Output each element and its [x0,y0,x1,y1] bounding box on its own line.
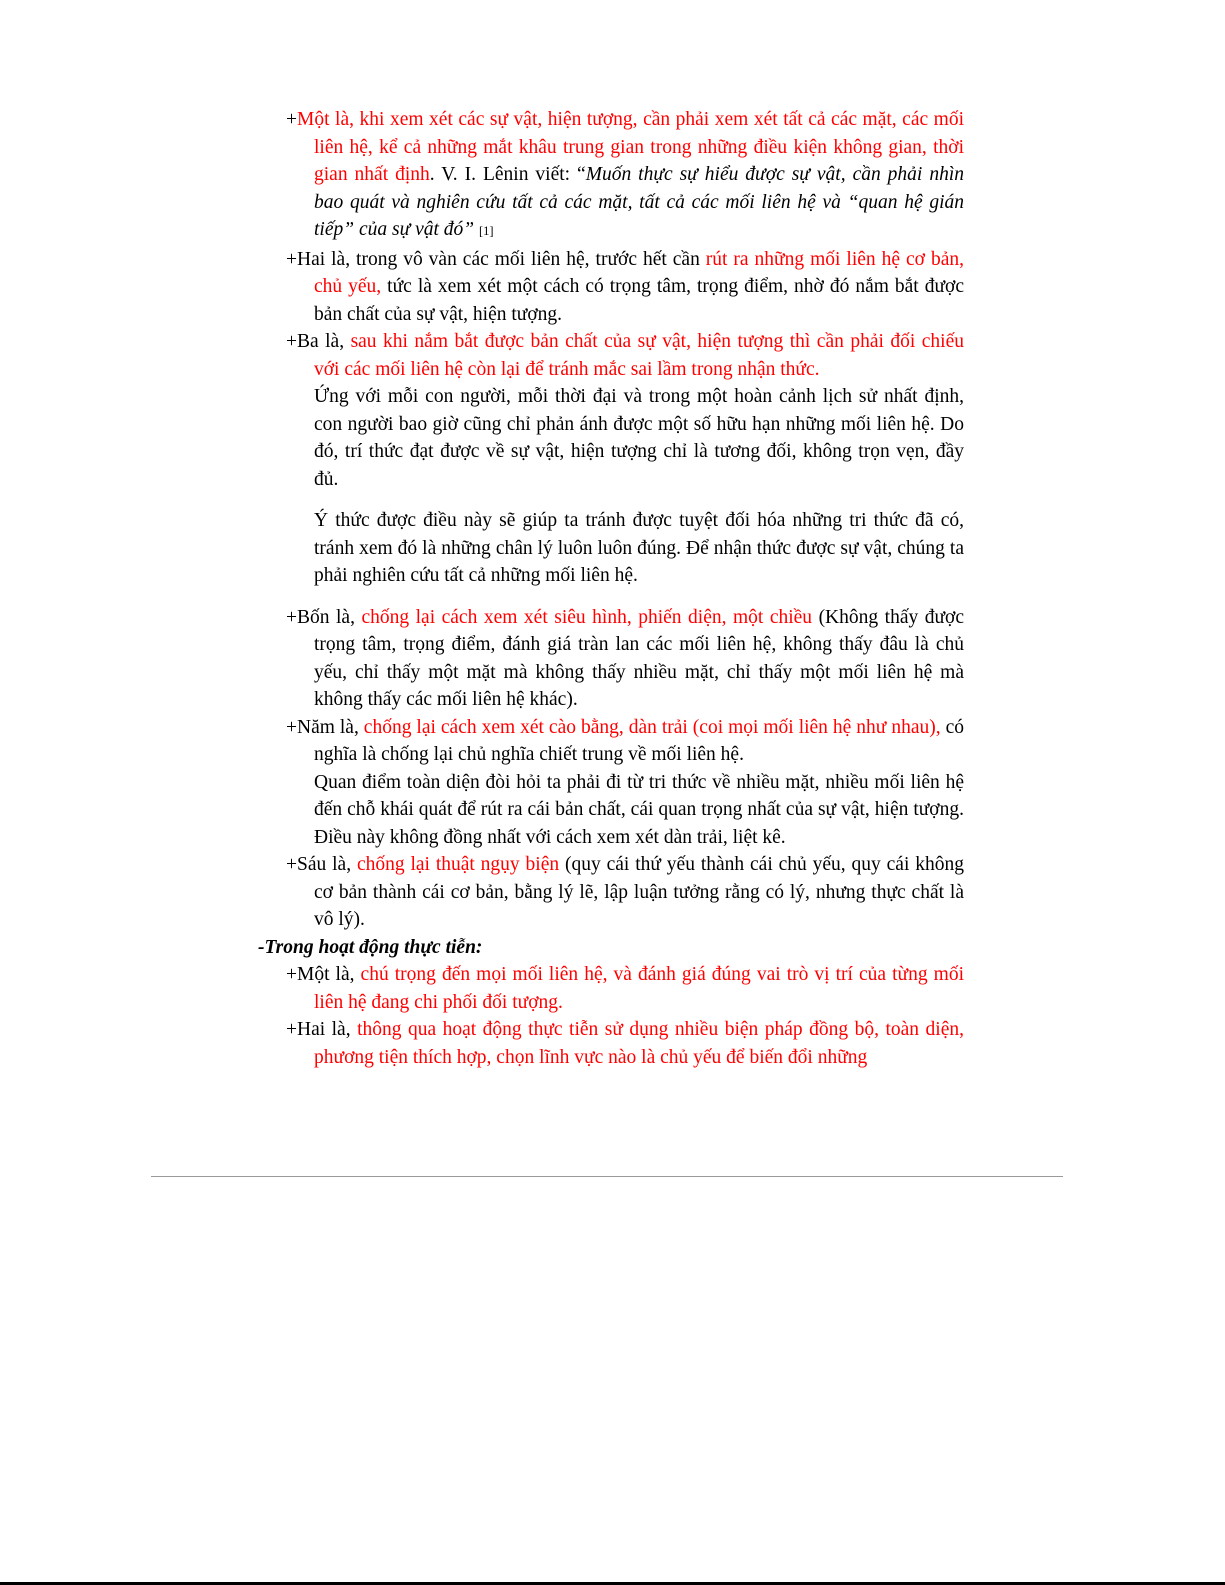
paragraph-hai-la: +Hai là, trong vô vàn các mối liên hệ, trước hết cần rút ra những mối liên hệ cơ bản, chủ yếu, tức là xem xét một cách có trọng tâm, trọng điểm, nhờ đó nắm bắt được bản chất của sự vật, hiện tượng. [286,248,964,325]
citation-marker: [1] [479,224,494,238]
emphasis-text: rút ra những mối liên hệ cơ bản, chủ yếu, [314,248,964,297]
emphasis-text: chống lại cách xem xét siêu hình, phiến diện, một chiều [361,606,813,628]
paragraph-sau-la: +Sáu là, chống lại thuật ngụy biện (quy cái thứ yếu thành cái chủ yếu, quy cái không cơ bản thành cái cơ bản, bằng lý lẽ, lập luận tưởng rằng có lý, nhưng thực chất là vô lý). [286,854,964,930]
paragraph-mot-la: +Một là, khi xem xét các sự vật, hiện tượng, cần phải xem xét tất cả các mặt, các mối liên hệ, kể cả những mắt khâu trung gian trong những điều kiện không gian, thời gian nhất định. V. I. Lênin viết: “Muốn thực sự hiểu được sự vật, cần phải nhìn bao quát và nghiên cứu tất cả các mặt, tất cả các mối liên hệ và “quan hệ gián tiếp” của sự vật đó” [1] [286,109,964,240]
paragraph-bon-la: +Bốn là, chống lại cách xem xét siêu hình, phiến diện, một chiều (Không thấy được trọng tâm, trọng điểm, đánh giá tràn lan các mối liên hệ, không thấy đâu là chủ yếu, chỉ thấy một mặt mà không thấy nhiều mặt, chỉ thấy một mối liên hệ mà không thấy các mối liên hệ khác). [286,606,965,710]
emphasis-text: chống lại thuật ngụy biện [356,854,560,875]
page-content [258,106,964,1071]
emphasis-text: chú trọng đến mọi mối liên hệ, và đánh giá đúng vai trò vị trí của từng mối liên hệ đang chi phối đối tượng. [314,964,964,1013]
emphasis-text: Một là, khi xem xét các sự vật, hiện tượng, cần phải xem xét tất cả các mặt, các mối liên hệ, kể cả những mắt khâu trung gian trong những điều kiện không gian, thời gian nhất định [297,109,964,185]
emphasis-text: chống lại cách xem xét cào bằng, dàn trải (coi mọi mối liên hệ như nhau), [363,716,941,738]
paragraph-thuc-tien-hai-la: +Hai là, thông qua hoạt động thực tiễn sử dụng nhiều biện pháp đồng bộ, toàn diện, phương tiện thích hợp, chọn lĩnh vực nào là chủ yếu để biến đổi những [286,1019,964,1068]
paragraph-ba-la: +Ba là, sau khi nắm bắt được bản chất của sự vật, hiện tượng thì cần phải đối chiếu với các mối liên hệ còn lại để tránh mắc sai lầm trong nhận thức. [286,331,964,380]
paragraph-thuc-tien-mot-la: +Một là, chú trọng đến mọi mối liên hệ, và đánh giá đúng vai trò vị trí của từng mối liên hệ đang chi phối đối tượng. [286,964,964,1013]
emphasis-text: sau khi nắm bắt được bản chất của sự vật, hiện tượng thì cần phải đối chiếu với các mối liên hệ còn lại để tránh mắc sai lầm trong nhận thức. [314,331,964,380]
paragraph-ung-voi: Ứng với mỗi con người, mỗi thời đại và trong một hoàn cảnh lịch sử nhất định, con người bao giờ cũng chỉ phản ánh được một số hữu hạn những mối liên hệ. Do đó, trí thức đạt được về sự vật, hiện tượng chỉ là tương đối, không trọn vẹn, đầy đủ. [314,386,964,490]
lenin-quote: Muốn thực sự hiểu được sự vật, cần phải nhìn bao quát và nghiên cứu tất cả các mặt, tất cả các mối liên hệ và “quan hệ gián tiếp” của sự vật đó” [314,164,964,240]
paragraph-quan-diem: Quan điểm toàn diện đòi hỏi ta phải đi từ tri thức về nhiều mặt, nhiều mối liên hệ đến chỗ khái quát để rút ra cái bản chất, cái quan trọng nhất của sự vật, hiện tượng. Điều này không đồng nhất với cách xem xét dàn trải, liệt kê. [314,771,964,848]
page-separator-line [151,1176,1063,1177]
section-heading-thuc-tien: -Trong hoạt động thực tiễn: [258,936,483,958]
paragraph-y-thuc: Ý thức được điều này sẽ giúp ta tránh được tuyệt đối hóa những tri thức đã có, tránh xem đó là những chân lý luôn luôn đúng. Để nhận thức được sự vật, chúng ta phải nghiên cứu tất cả những mối liên hệ. [314,510,964,586]
paragraph-nam-la: +Năm là, chống lại cách xem xét cào bằng, dàn trải (coi mọi mối liên hệ như nhau), có nghĩa là chống lại chủ nghĩa chiết trung về mối liên hệ. [286,716,964,765]
emphasis-text: thông qua hoạt động thực tiễn sử dụng nhiều biện pháp đồng bộ, toàn diện, phương tiện thích hợp, chọn lĩnh vực nào là chủ yếu để biến đổi những [314,1019,964,1068]
